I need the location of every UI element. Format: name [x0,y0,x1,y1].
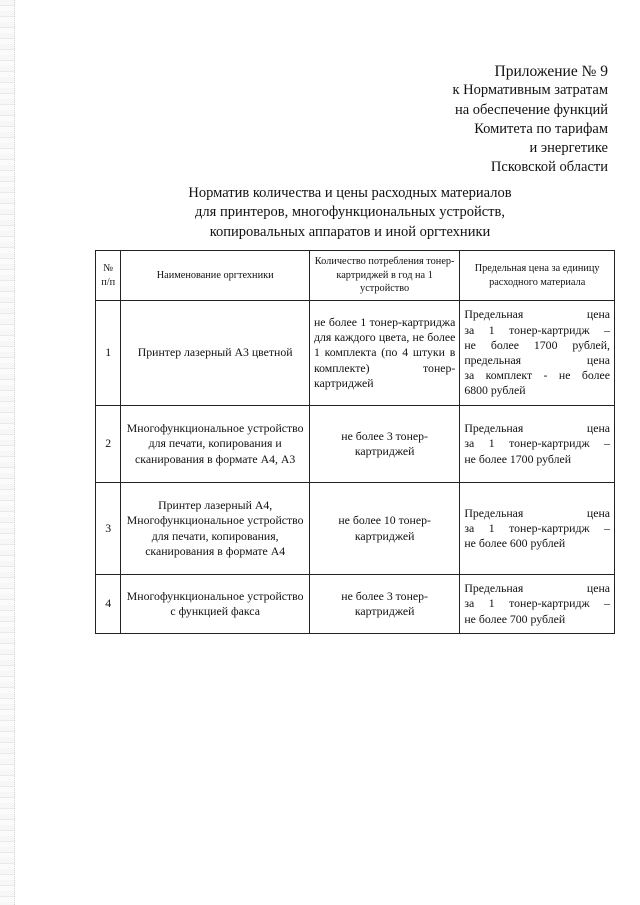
appendix-line: Комитета по тарифам [474,120,608,137]
price-line: Предельная цена [464,505,610,520]
appendix-header [308,62,608,178]
table-row [96,406,615,483]
price-line: Предельная цена [464,307,610,322]
norms-table [95,250,615,634]
price-line: за комплект - не более [464,368,610,383]
appendix-line: и энергетике [529,140,608,157]
document-title-line: копировальных аппаратов и иной оргтехники [209,223,491,240]
price-line: не более 1700 рублей [464,451,572,466]
price-line: за 1 тонер-картридж – [464,520,610,535]
document-title [150,184,550,242]
scan-edge-artifact [0,0,15,905]
appendix-line: к Нормативным затратам [452,82,608,99]
header-price: Предельная цена за единицу расходного материала [460,251,615,301]
price-line: за 1 тонер-картридж – [464,436,610,451]
table-row [96,575,615,634]
appendix-line: Псковской области [490,159,608,176]
table-row [96,483,615,575]
row-price [460,575,615,634]
table-header-row [96,251,615,301]
price-line: не более 700 рублей [464,611,566,626]
price-line: за 1 тонер-картридж – [464,596,610,611]
price-line: Предельная цена [464,421,610,436]
row-qty: не более 3 тонер-картриджей [309,575,459,634]
appendix-line: на обеспечение функций [454,101,608,118]
row-num: 4 [96,575,121,634]
header-name: Наименование оргтехники [121,251,310,301]
row-name: Принтер лазерный А3 цветной [121,301,310,406]
document-title-line: Норматив количества и цены расходных материалов [188,185,512,201]
header-qty: Количество потребления тонер-картриджей в год на 1 устройство [309,251,459,301]
row-qty: не более 1 тонер-картриджа для каждого цвета, не более 1 комплекта (по 4 штуки в комплекте) тонер-картриджей [309,301,459,406]
price-line: предельная цена [464,353,610,367]
row-qty: не более 10 тонер-картриджей [309,483,459,575]
appendix-title: Приложение № 9 [494,63,608,80]
price-line: Предельная цена [464,581,610,596]
row-price [460,406,615,483]
document-title-line: для принтеров, многофункциональных устройств, [195,204,505,221]
row-qty: не более 3 тонер-картриджей [309,406,459,483]
price-line: за 1 тонер-картридж – [464,322,610,337]
row-name: Принтер лазерный А4, Многофункциональное устройство для печати, копирования, сканирования в формате А4 [121,483,310,575]
table-row [96,301,615,406]
header-num: № п/п [96,251,121,301]
row-num: 1 [96,301,121,406]
row-name: Многофункциональное устройство с функцией факса [121,575,310,634]
price-line: 6800 рублей [464,383,526,398]
price-line: не более 1700 рублей, [464,337,610,352]
row-price [460,301,615,406]
row-num: 2 [96,406,121,483]
row-price [460,483,615,575]
price-line: не более 600 рублей [464,536,566,551]
row-num: 3 [96,483,121,575]
row-name: Многофункциональное устройство для печати, копирования и сканирования в формате А4, А3 [121,406,310,483]
